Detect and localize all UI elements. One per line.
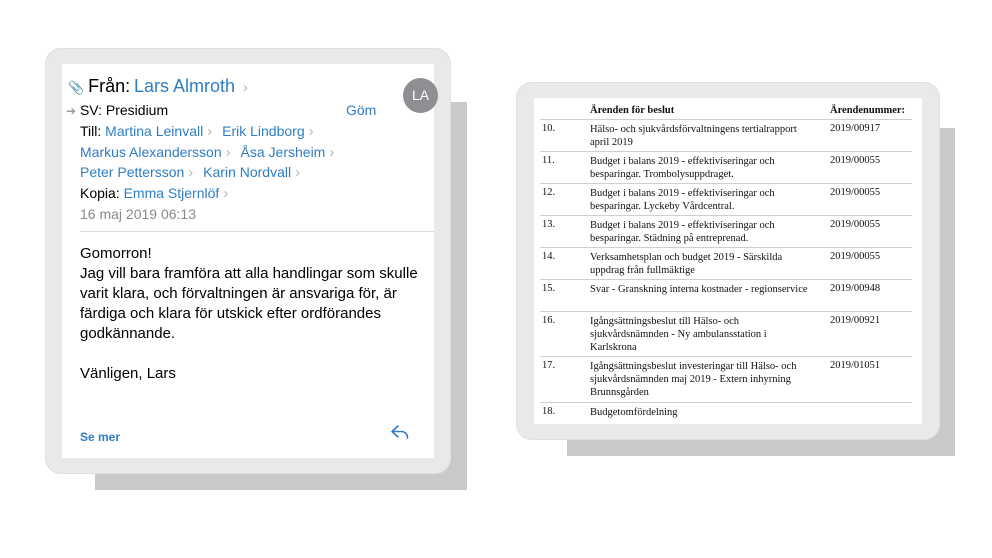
agenda-divider (540, 119, 912, 120)
agenda-item-number: 12. (542, 187, 556, 198)
chevron-right-icon: › (295, 164, 301, 181)
chevron-right-icon: › (188, 164, 194, 181)
agenda-item-title: Igångsättningsbeslut till Hälso- och sjukvårdsnämnden - Ny ambulansstation i Karlskrona (590, 316, 767, 353)
subject-text: SV: Presidium (79, 102, 169, 118)
reply-icon[interactable] (390, 424, 410, 445)
agenda-divider (540, 151, 912, 152)
to-row-1 (80, 121, 320, 142)
agenda-divider (540, 402, 912, 403)
email-panel (62, 64, 434, 458)
agenda-panel (534, 98, 922, 424)
forward-arrow-icon: ➔ (66, 104, 77, 118)
chevron-right-icon: › (329, 144, 335, 161)
cc-row (80, 183, 234, 204)
agenda-item-number: 11. (542, 155, 555, 166)
avatar[interactable]: LA (403, 78, 438, 113)
agenda-item-code: 2019/00948 (830, 283, 881, 294)
agenda-divider (540, 279, 912, 280)
recipient-erik-lindborg[interactable]: Erik Lindborg (222, 123, 305, 139)
agenda-item-title: Verksamhetsplan och budget 2019 - Särskilda uppdrag från fullmäktige (590, 252, 783, 276)
chevron-right-icon: › (207, 123, 213, 140)
signoff: Vänligen, Lars (80, 365, 176, 382)
chevron-right-icon: › (223, 185, 229, 202)
greeting: Gomorron! (80, 245, 152, 262)
agenda-header-title: Ärenden för beslut (590, 105, 675, 116)
cc-label: Kopia: (80, 185, 120, 201)
agenda-item-number: 14. (542, 251, 556, 262)
agenda-item-number: 15. (542, 283, 556, 294)
recipient-asa-jersheim[interactable]: Åsa Jersheim (240, 144, 326, 160)
agenda-divider (540, 356, 912, 357)
recipient-peter-pettersson[interactable]: Peter Pettersson (80, 164, 185, 180)
chevron-right-icon: › (308, 123, 314, 140)
agenda-divider (540, 183, 912, 184)
agenda-item-number: 10. (542, 123, 556, 134)
hide-details-button[interactable]: Göm (346, 102, 377, 118)
agenda-item-title: Budget i balans 2019 - effektiviseringar och besparingar. Städning på entreprenad. (590, 220, 775, 244)
from-row (68, 76, 254, 98)
recipient-karin-nordvall[interactable]: Karin Nordvall (203, 164, 292, 180)
agenda-item-title: Budgetomfördelning (590, 407, 678, 418)
recipient-martina-leinvall[interactable]: Martina Leinvall (105, 123, 204, 139)
agenda-item-code: 2019/00055 (830, 219, 881, 230)
paperclip-icon: 📎 (68, 80, 85, 95)
subject-row (66, 100, 168, 121)
agenda-divider (540, 247, 912, 248)
agenda-item-number: 18. (542, 406, 556, 417)
chevron-right-icon: › (225, 144, 231, 161)
agenda-header-code: Ärendenummer: (830, 105, 906, 116)
agenda-divider (540, 215, 912, 216)
agenda-item-title: Hälso- och sjukvårdsförvaltningens tertialrapport april 2019 (590, 124, 797, 148)
agenda-item-number: 16. (542, 315, 556, 326)
cc-emma-stjernlof[interactable]: Emma Stjernlöf (123, 185, 220, 201)
to-label: Till: (80, 123, 102, 139)
see-more-link[interactable]: Se mer (80, 430, 121, 444)
agenda-item-code: 2019/00055 (830, 155, 881, 166)
agenda-item-title: Igångsättningsbeslut investeringar till Hälso- och sjukvårdsnämnden maj 2019 - Extern inhyrning Brunnsgården (590, 361, 797, 398)
agenda-item-code: 2019/00921 (830, 315, 881, 326)
agenda-divider (540, 311, 912, 312)
header-divider (80, 231, 434, 232)
agenda-item-number: 13. (542, 219, 556, 230)
chevron-right-icon: › (242, 79, 248, 96)
agenda-item-title: Budget i balans 2019 - effektiviseringar och besparingar. Trombolysuppdraget. (590, 156, 775, 180)
from-label: Från: (88, 76, 131, 96)
agenda-item-code: 2019/00055 (830, 251, 881, 262)
agenda-item-number: 17. (542, 360, 556, 371)
agenda-item-code: 2019/01051 (830, 360, 881, 371)
email-body (80, 244, 420, 384)
to-row-3 (80, 162, 306, 183)
message-text: Jag vill bara framföra att alla handlingar som skulle varit klara, och förvaltningen är ansvariga för, är färdiga och klara för utskick efter ordförandes godkännande. (80, 265, 418, 342)
agenda-item-title: Svar - Granskning interna kostnader - regionservice (590, 284, 808, 295)
to-row-2 (80, 142, 340, 163)
email-date: 16 maj 2019 06:13 (80, 206, 196, 222)
agenda-item-code: 2019/00917 (830, 123, 881, 134)
sender-name[interactable]: Lars Almroth (133, 76, 236, 96)
agenda-item-title: Budget i balans 2019 - effektiviseringar och besparingar. Lyckeby Vårdcentral. (590, 188, 775, 212)
agenda-item-code: 2019/00055 (830, 187, 881, 198)
recipient-markus-alexandersson[interactable]: Markus Alexandersson (80, 144, 222, 160)
